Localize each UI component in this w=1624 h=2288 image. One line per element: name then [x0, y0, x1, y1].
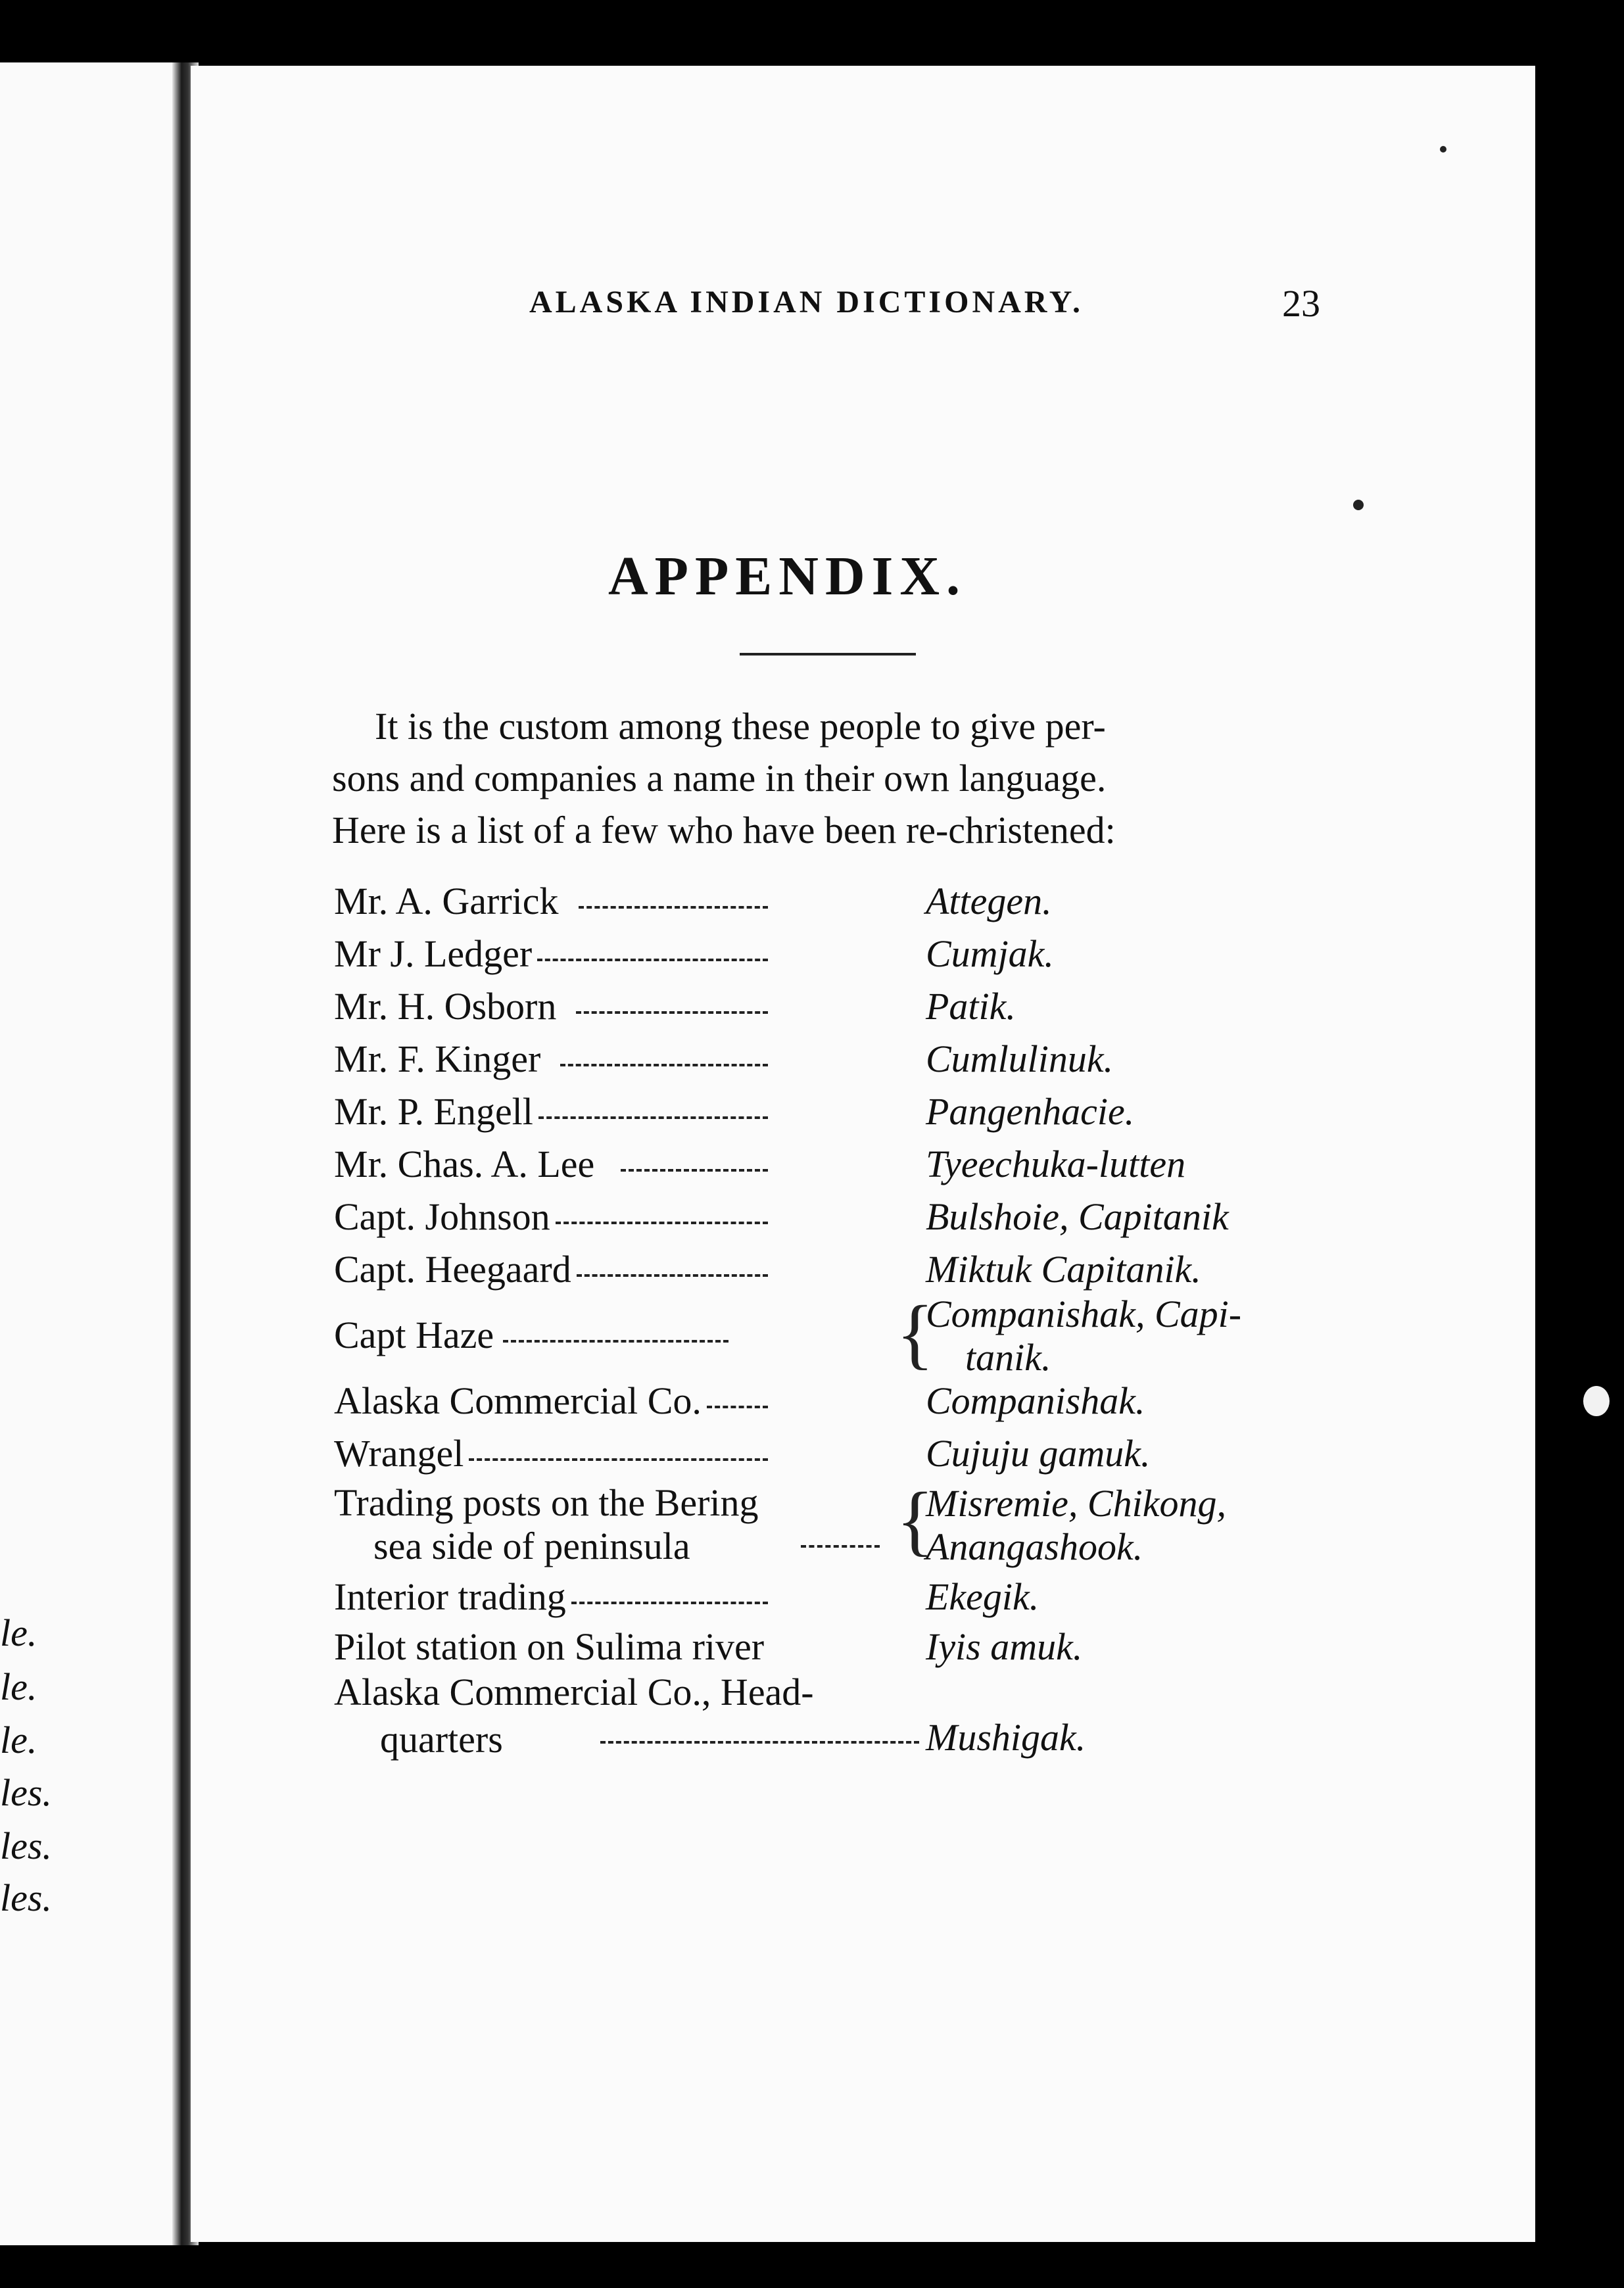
native-name [926, 1482, 1226, 1569]
left-page-fragment: le. [0, 1665, 37, 1708]
native-name: Iyis amuk. [926, 1625, 1083, 1668]
english-name [334, 1669, 814, 1763]
list-item [334, 1190, 1360, 1243]
english-name: Mr J. Ledger [334, 932, 533, 975]
english-name: Mr. P. Engell [334, 1089, 533, 1133]
intro-line: It is the custom among these people to give per- [375, 705, 1106, 748]
english-name: Alaska Commercial Co. [334, 1379, 702, 1422]
list-item [334, 1476, 1360, 1570]
dot-leader [801, 1545, 880, 1548]
native-name: Ekegik. [926, 1575, 1039, 1618]
native-name: Patik. [926, 984, 1016, 1028]
name-list [334, 874, 1360, 1762]
list-item [334, 1289, 1360, 1379]
native-name: Cumjak. [926, 932, 1054, 975]
english-name-line: Alaska Commercial Co., Head- [334, 1671, 814, 1713]
native-name: Cumlulinuk. [926, 1037, 1114, 1080]
dot-leader [469, 1458, 768, 1461]
left-page-fragment: les. [0, 1824, 52, 1867]
dot-leader [537, 959, 768, 961]
english-name-line: sea side of peninsula [373, 1525, 690, 1567]
page-title: APPENDIX. [608, 546, 967, 607]
list-item [334, 927, 1360, 980]
dot-leader [579, 906, 769, 909]
speck-mark [1440, 146, 1446, 153]
left-page-fragment: les. [0, 1771, 52, 1814]
native-name: Pangenhacie. [926, 1089, 1135, 1133]
list-item [334, 1570, 1360, 1623]
intro-line: sons and companies a name in their own language. [332, 757, 1107, 799]
english-name: Pilot station on Sulima river [334, 1625, 765, 1668]
english-name: Mr. Chas. A. Lee [334, 1142, 595, 1185]
native-name-line: tanik. [965, 1336, 1051, 1379]
native-name-line: Companishak, Capi- [926, 1293, 1242, 1335]
page-number: 23 [1282, 282, 1320, 325]
native-name-line: Anangashook. [926, 1525, 1143, 1568]
dot-leader [538, 1116, 768, 1119]
native-name: Tyeechuka-lutten [926, 1142, 1186, 1185]
native-name-line: Misremie, Chikong, [926, 1482, 1226, 1525]
english-name: Mr. H. Osborn [334, 984, 557, 1028]
brace-mark: { [896, 1289, 934, 1377]
english-name: Mr. A. Garrick [334, 879, 559, 922]
english-name: Mr. F. Kinger [334, 1037, 541, 1080]
list-item [334, 1243, 1360, 1295]
intro-paragraph [332, 700, 1345, 856]
native-name: Miktuk Capitanik. [926, 1247, 1201, 1291]
english-name-line: Trading posts on the Bering [334, 1481, 759, 1524]
title-rule [740, 653, 916, 655]
dot-leader [707, 1406, 768, 1408]
dot-leader [600, 1741, 919, 1744]
list-item [334, 1427, 1360, 1479]
english-name: Capt. Johnson [334, 1195, 550, 1238]
dot-leader [621, 1169, 768, 1172]
english-name [334, 1481, 759, 1568]
dot-leader [577, 1274, 768, 1277]
list-item [334, 1374, 1360, 1427]
list-item [334, 1670, 1360, 1762]
left-page-fragment: le. [0, 1719, 37, 1761]
speck-mark [1353, 500, 1364, 510]
dot-leader [556, 1222, 768, 1224]
english-name: Capt Haze [334, 1313, 494, 1356]
speck-mark [1583, 1386, 1610, 1416]
native-name: Bulshoie, Capitanik [926, 1195, 1229, 1238]
list-item [334, 1137, 1360, 1190]
native-name: Companishak. [926, 1379, 1145, 1422]
native-name [926, 1293, 1241, 1379]
dot-leader [576, 1011, 768, 1014]
english-name-line: quarters [380, 1718, 503, 1761]
english-name: Capt. Heegaard [334, 1247, 571, 1291]
left-page-edge [0, 62, 181, 2245]
dot-leader [560, 1064, 768, 1066]
english-name: Interior trading [334, 1575, 566, 1618]
left-page-fragment: le. [0, 1611, 37, 1654]
native-name: Mushigak. [926, 1716, 1086, 1759]
native-name: Attegen. [926, 879, 1052, 922]
running-head: ALASKA INDIAN DICTIONARY. [529, 285, 1084, 320]
list-item [334, 1085, 1360, 1137]
list-item [334, 874, 1360, 927]
english-name: Wrangel [334, 1431, 464, 1475]
list-item [334, 1623, 1360, 1670]
list-item [334, 980, 1360, 1032]
native-name: Cujuju gamuk. [926, 1431, 1151, 1475]
intro-line: Here is a list of a few who have been re-christened: [332, 809, 1116, 851]
list-item [334, 1032, 1360, 1085]
dot-leader [503, 1340, 728, 1343]
left-page-fragment: les. [0, 1876, 52, 1919]
dot-leader [571, 1602, 768, 1604]
brace-mark: { [896, 1476, 934, 1563]
